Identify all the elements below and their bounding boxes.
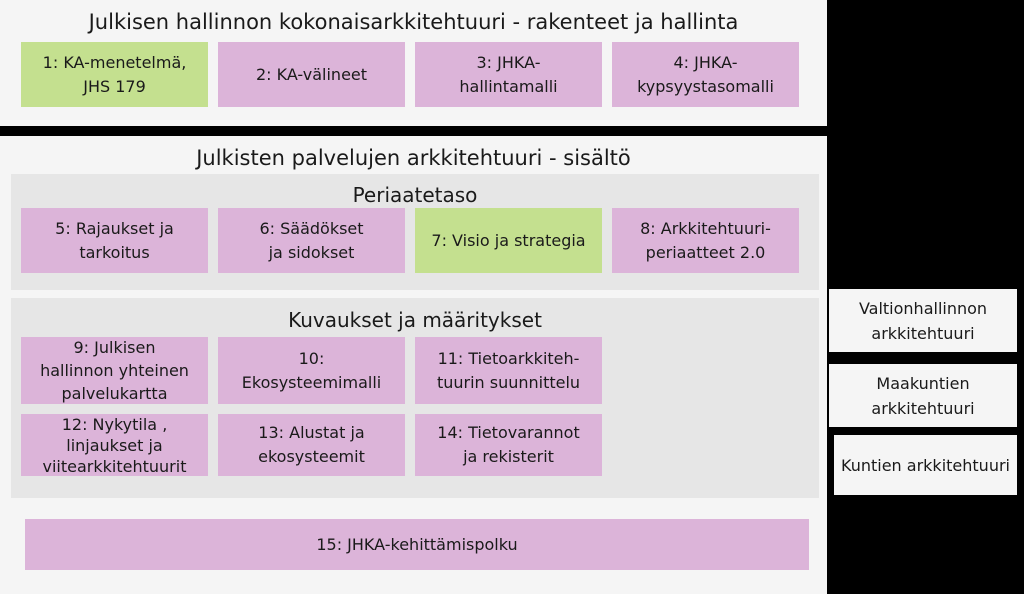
box-development-path xyxy=(25,519,809,570)
box-current-state xyxy=(21,414,208,476)
side-box-regions xyxy=(829,364,1017,427)
box-principles-label: 8: Arkkitehtuuri- periaatteet 2.0 xyxy=(640,218,771,262)
box-current-state-label: 12: Nykytila , linjaukset ja viitearkkitehtuurit xyxy=(42,414,187,476)
box-governance-model-label: 3: JHKA- hallintamalli xyxy=(459,52,558,96)
box-service-map xyxy=(21,337,208,404)
box-service-map-label: 9: Julkisen hallinnon yhteinen palvelukartta xyxy=(40,338,189,403)
box-platforms xyxy=(218,414,405,476)
descriptions-title: Kuvaukset ja määritykset xyxy=(288,308,542,332)
side-box-state xyxy=(829,289,1017,352)
principles-title: Periaatetaso xyxy=(352,183,478,207)
box-vision xyxy=(415,208,602,273)
box-information-architecture-label: 11: Tietoarkkiteh- tuurin suunnittelu xyxy=(436,348,581,392)
box-regulations-label: 6: Säädökset ja sidokset xyxy=(259,218,364,262)
side-box-state-label: Valtionhallinnon arkkitehtuuri xyxy=(858,298,988,343)
box-development-path-label: 15: JHKA-kehittämispolku xyxy=(316,534,518,554)
box-information-architecture xyxy=(415,337,602,404)
box-principles xyxy=(612,208,799,273)
side-box-regions-label: Maakuntien arkkitehtuuri xyxy=(871,373,975,418)
box-ka-tools xyxy=(218,42,405,107)
box-ecosystem-model-label: 10: Ekosysteemimalli xyxy=(241,348,382,392)
box-ecosystem-model xyxy=(218,337,405,404)
box-ka-method xyxy=(21,42,208,107)
box-platforms-label: 13: Alustat ja ekosysteemit xyxy=(258,423,365,466)
box-vision-label: 7: Visio ja strategia xyxy=(431,230,586,250)
side-box-municipalities-label: Kuntien arkkitehtuuri xyxy=(841,455,1010,475)
box-regulations xyxy=(218,208,405,273)
box-maturity-model xyxy=(612,42,799,107)
box-data-registries xyxy=(415,414,602,476)
box-ka-tools-label: 2: KA-välineet xyxy=(255,64,368,84)
box-maturity-model-label: 4: JHKA- kypsyystasomalli xyxy=(637,52,774,96)
box-scope-label: 5: Rajaukset ja tarkoitus xyxy=(55,218,174,262)
content-title: Julkisten palvelujen arkkitehtuuri - sisältö xyxy=(196,146,631,170)
box-data-registries-label: 14: Tietovarannot ja rekisterit xyxy=(437,423,580,466)
side-box-municipalities xyxy=(834,435,1017,495)
box-governance-model xyxy=(415,42,602,107)
box-ka-method-label: 1: KA-menetelmä, JHS 179 xyxy=(42,52,187,96)
governance-title: Julkisen hallinnon kokonaisarkkitehtuuri - rakenteet ja hallinta xyxy=(88,10,739,34)
box-scope xyxy=(21,208,208,273)
